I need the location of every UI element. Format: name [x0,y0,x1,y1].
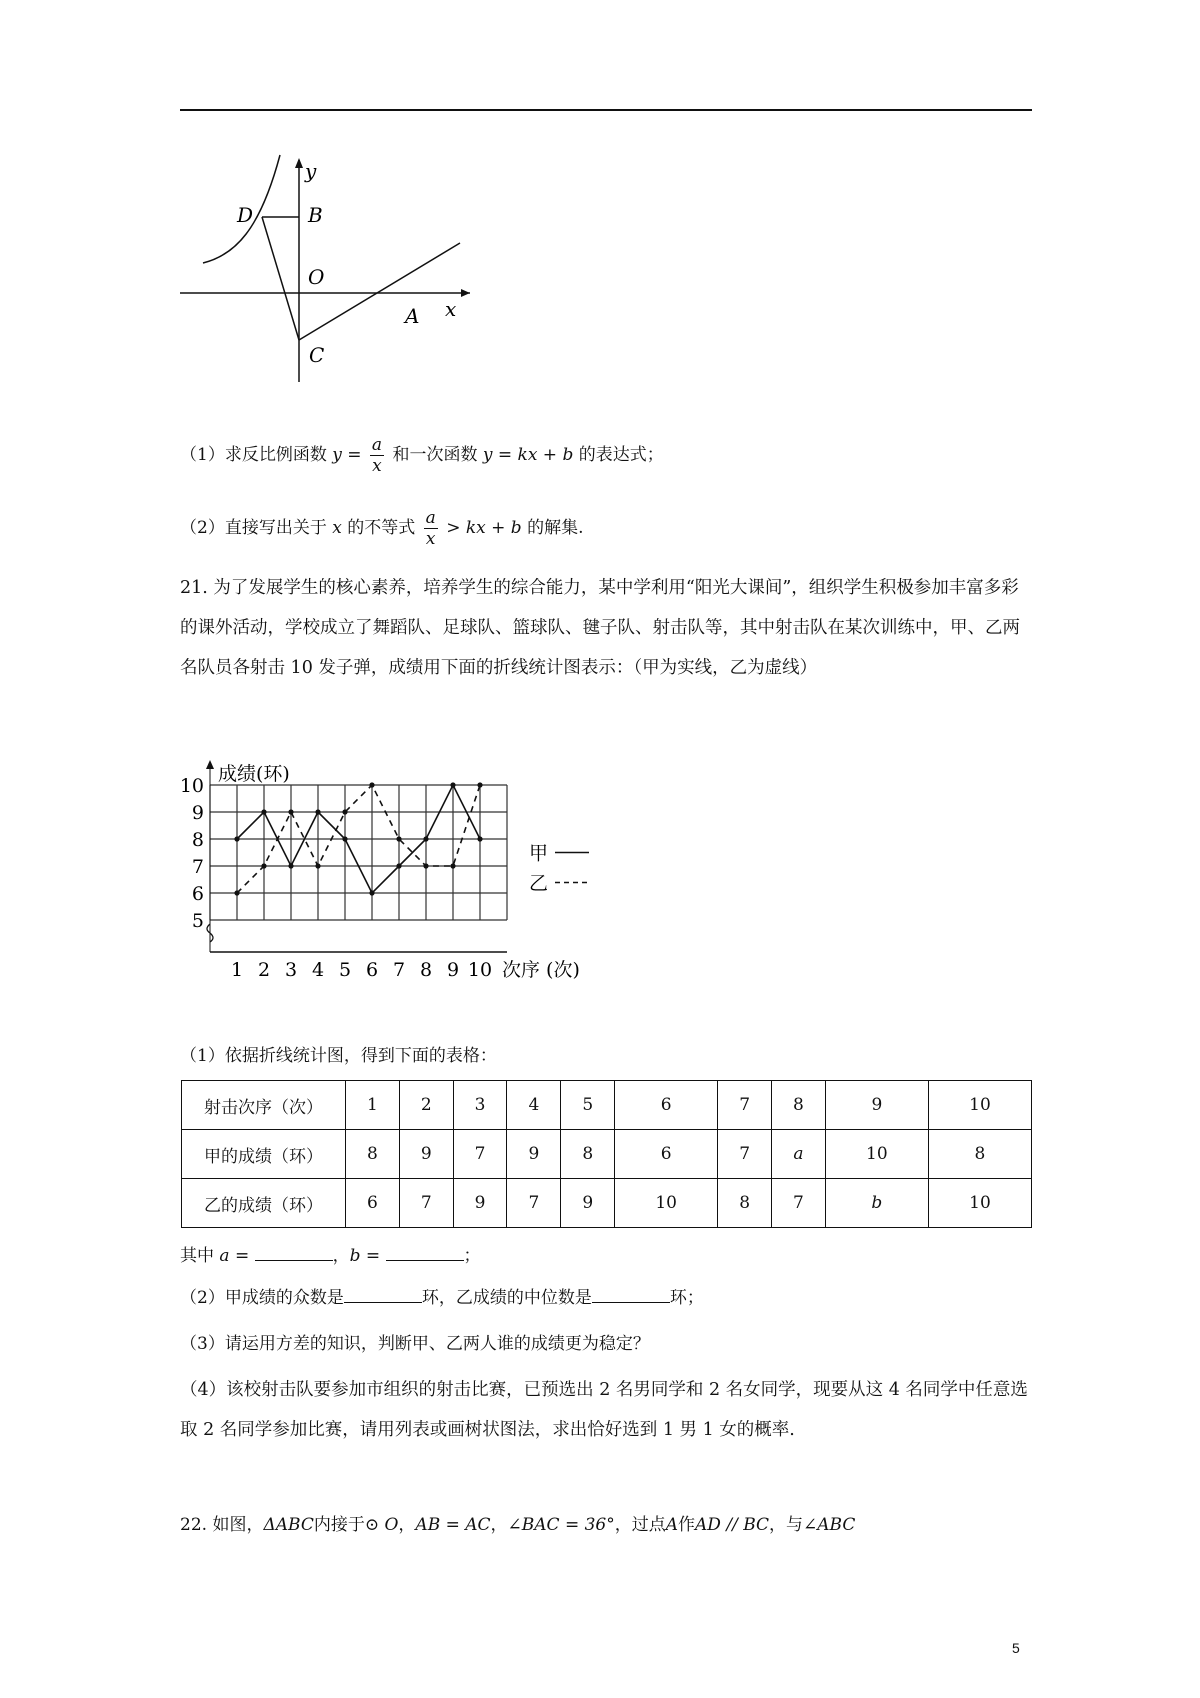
q21-p1b-sep: ， [332,1246,350,1266]
data-point [288,863,293,868]
q20-p2-post: 的解集. [527,518,584,538]
q22-pre: 22. 如图， [180,1515,264,1535]
x-tick-label: 3 [284,959,298,981]
q20-p2-var: x [332,518,342,538]
table-cell: 9 [507,1130,561,1179]
table-cell: 8 [928,1130,1031,1179]
label-b: B [308,203,323,227]
table-cell: 7 [453,1130,507,1179]
q20-part2 [180,508,583,549]
answer-a-label: a = [219,1246,250,1266]
scores-table [181,1080,1032,1228]
label-c: C [309,343,325,367]
q21-p2-mid: 环，乙成绩的中位数是 [421,1288,592,1308]
table-cell: 10 [615,1179,718,1228]
q20-p2-pre: （2）直接写出关于 [180,518,327,538]
q21-p1b-end: ； [463,1246,481,1266]
data-point [423,863,428,868]
table-cell: 10 [928,1081,1031,1130]
table-cell: 7 [772,1179,826,1228]
q22-stem [180,1512,855,1538]
mode-blank[interactable] [344,1284,422,1303]
data-point [477,782,482,787]
q21-part3: （3）请运用方差的知识，判断甲、乙两人谁的成绩更为稳定？ [180,1334,650,1354]
x-tick-label: 2 [257,959,271,981]
table-cell: 7 [507,1179,561,1228]
table-cell: 7 [718,1081,772,1130]
table-row-header: 乙的成绩（环） [182,1179,346,1228]
data-point [315,809,320,814]
table-row [182,1081,1032,1130]
table-cell: 3 [453,1081,507,1130]
answer-a-blank[interactable] [255,1242,333,1261]
x-tick-label: 9 [446,959,460,981]
chart-grid [206,760,507,952]
line-ca [299,243,460,340]
answer-b-label: b = [349,1246,381,1266]
q22-angle-abc: ∠ABC [803,1515,856,1535]
x-tick-label: 10 [467,959,493,981]
y-axis-arrow [295,158,303,168]
q22-triangle: ΔABC [263,1515,314,1535]
table-row [182,1130,1032,1179]
table-row-header: 甲的成绩（环） [182,1130,346,1179]
data-point [234,836,239,841]
q20-part1 [180,435,664,476]
answer-b-blank[interactable] [386,1242,464,1261]
q22-t4: ，过点 [614,1515,666,1535]
chart-title: 成绩(环) [218,763,290,785]
q20-p2-ineq: > kx + b [446,518,522,538]
data-point [396,863,401,868]
x-tick-label: 4 [311,959,325,981]
table-cell: 10 [825,1130,928,1179]
q21-intro: 21. 为了发展学生的核心素养，培养学生的综合能力，某中学利用“阳光大课间”，组织学生积极参加丰富多彩的课外活动，学校成立了舞蹈队、足球队、篮球队、毽子队、射击队等，其中射击队在某次训练中，甲、乙两名队员各射击 10 发子弹，成绩用下面的折线统计图表示：（甲为实线，乙为虚线） [180,578,1020,678]
q22-t2: ， [398,1515,416,1535]
x-tick-label: 1 [230,959,244,981]
q22-equal: AB = AC [415,1515,491,1535]
q20-p1-mid: 和一次函数 [392,445,478,465]
q21-p2-pre: （2）甲成绩的众数是 [180,1288,344,1308]
table-cell: 9 [825,1081,928,1130]
q20-p1-linear: y = kx + b [482,445,574,465]
y-tick-label: 6 [191,883,204,905]
legend-label: 甲 [529,842,549,865]
q20-p1-pre: （1）求反比例函数 [180,445,327,465]
label-y: y [305,159,317,183]
fraction-a-over-x: $\frac{a}{x}$ [371,435,383,476]
y-axis-arrow [206,760,214,769]
table-cell: 10 [928,1179,1031,1228]
table-cell: 9 [453,1179,507,1228]
table-cell: 8 [772,1081,826,1130]
q22-angle: ∠BAC = 36° [507,1515,615,1535]
data-point [261,863,266,868]
q20-p1-post: 的表达式； [578,445,664,465]
table-cell: 8 [561,1130,615,1179]
data-point [477,836,482,841]
x-axis-label: 次序 (次) [502,959,580,981]
x-tick-label: 6 [365,959,379,981]
table-cell: 6 [346,1179,400,1228]
q21-part1b [180,1242,481,1269]
data-point [342,836,347,841]
x-tick-label: 8 [419,959,433,981]
table-cell: 1 [346,1081,400,1130]
page-number: 5 [1012,1640,1020,1656]
table-cell: 6 [615,1130,718,1179]
label-a: A [405,304,420,328]
q22-point-a: A [665,1515,679,1535]
label-x: x [445,297,457,321]
y-tick-label: 8 [191,829,204,851]
q22-circle: ⊙ O [364,1515,399,1535]
q21-p1b-pre: 其中 [180,1246,214,1266]
data-point [342,809,347,814]
table-cell: a [772,1130,826,1179]
data-point [261,809,266,814]
label-o: O [308,265,325,289]
header-rule [180,109,1032,111]
data-point [369,782,374,787]
q20-p1-y: y = [332,445,362,465]
label-d: D [237,203,254,227]
y-tick-label: 7 [191,856,204,878]
q21-part1: （1）依据折线统计图，得到下面的表格： [180,1046,497,1066]
table-row-header: 射击次序（次） [182,1081,346,1130]
data-point [369,890,374,895]
fraction-a-over-x-2: $\frac{a}{x}$ [425,508,436,549]
x-axis-arrow [461,289,470,297]
table-cell: 5 [561,1081,615,1130]
table-cell: 2 [399,1081,453,1130]
x-tick-label: 5 [338,959,352,981]
table-row [182,1179,1032,1228]
chart-labels [180,763,589,981]
q22-t1: 内接于 [313,1515,365,1535]
score-line-chart [179,760,605,1025]
x-tick-label: 7 [392,959,406,981]
q22-parallel: AD // BC [695,1515,770,1535]
data-point [234,890,239,895]
q22-t5: 作 [678,1515,696,1535]
y-tick-label: 9 [191,802,204,824]
legend-label: 乙 [529,872,549,895]
table-cell: 9 [561,1179,615,1228]
table-cell: 7 [718,1130,772,1179]
q22-t6: ，与 [769,1515,804,1535]
segment-dc [262,217,299,340]
q22-t3: ， [490,1515,508,1535]
y-tick-label: 10 [179,775,204,797]
data-point [423,836,428,841]
y-tick-label: 5 [191,910,204,932]
q21-part4: （4）该校射击队要参加市组织的射击比赛，已预选出 2 名男同学和 2 名女同学，现要从这 4 名同学中任意选取 2 名同学参加比赛，请用列表或画树状图法，求出恰好选到 1 男 1 女的概率. [180,1380,1028,1440]
data-point [450,863,455,868]
function-graph-figure [185,160,495,390]
data-point [288,809,293,814]
q20-p2-mid: 的不等式 [347,518,416,538]
data-point [315,863,320,868]
q21-part2 [180,1284,704,1311]
table-cell: 8 [346,1130,400,1179]
data-point [396,836,401,841]
table-cell: b [825,1179,928,1228]
table-cell: 4 [507,1081,561,1130]
q21-p2-end: 环； [669,1288,704,1308]
table-cell: 7 [399,1179,453,1228]
data-point [450,782,455,787]
table-cell: 8 [718,1179,772,1228]
table-cell: 6 [615,1081,718,1130]
table-cell: 9 [399,1130,453,1179]
median-blank[interactable] [592,1284,670,1303]
